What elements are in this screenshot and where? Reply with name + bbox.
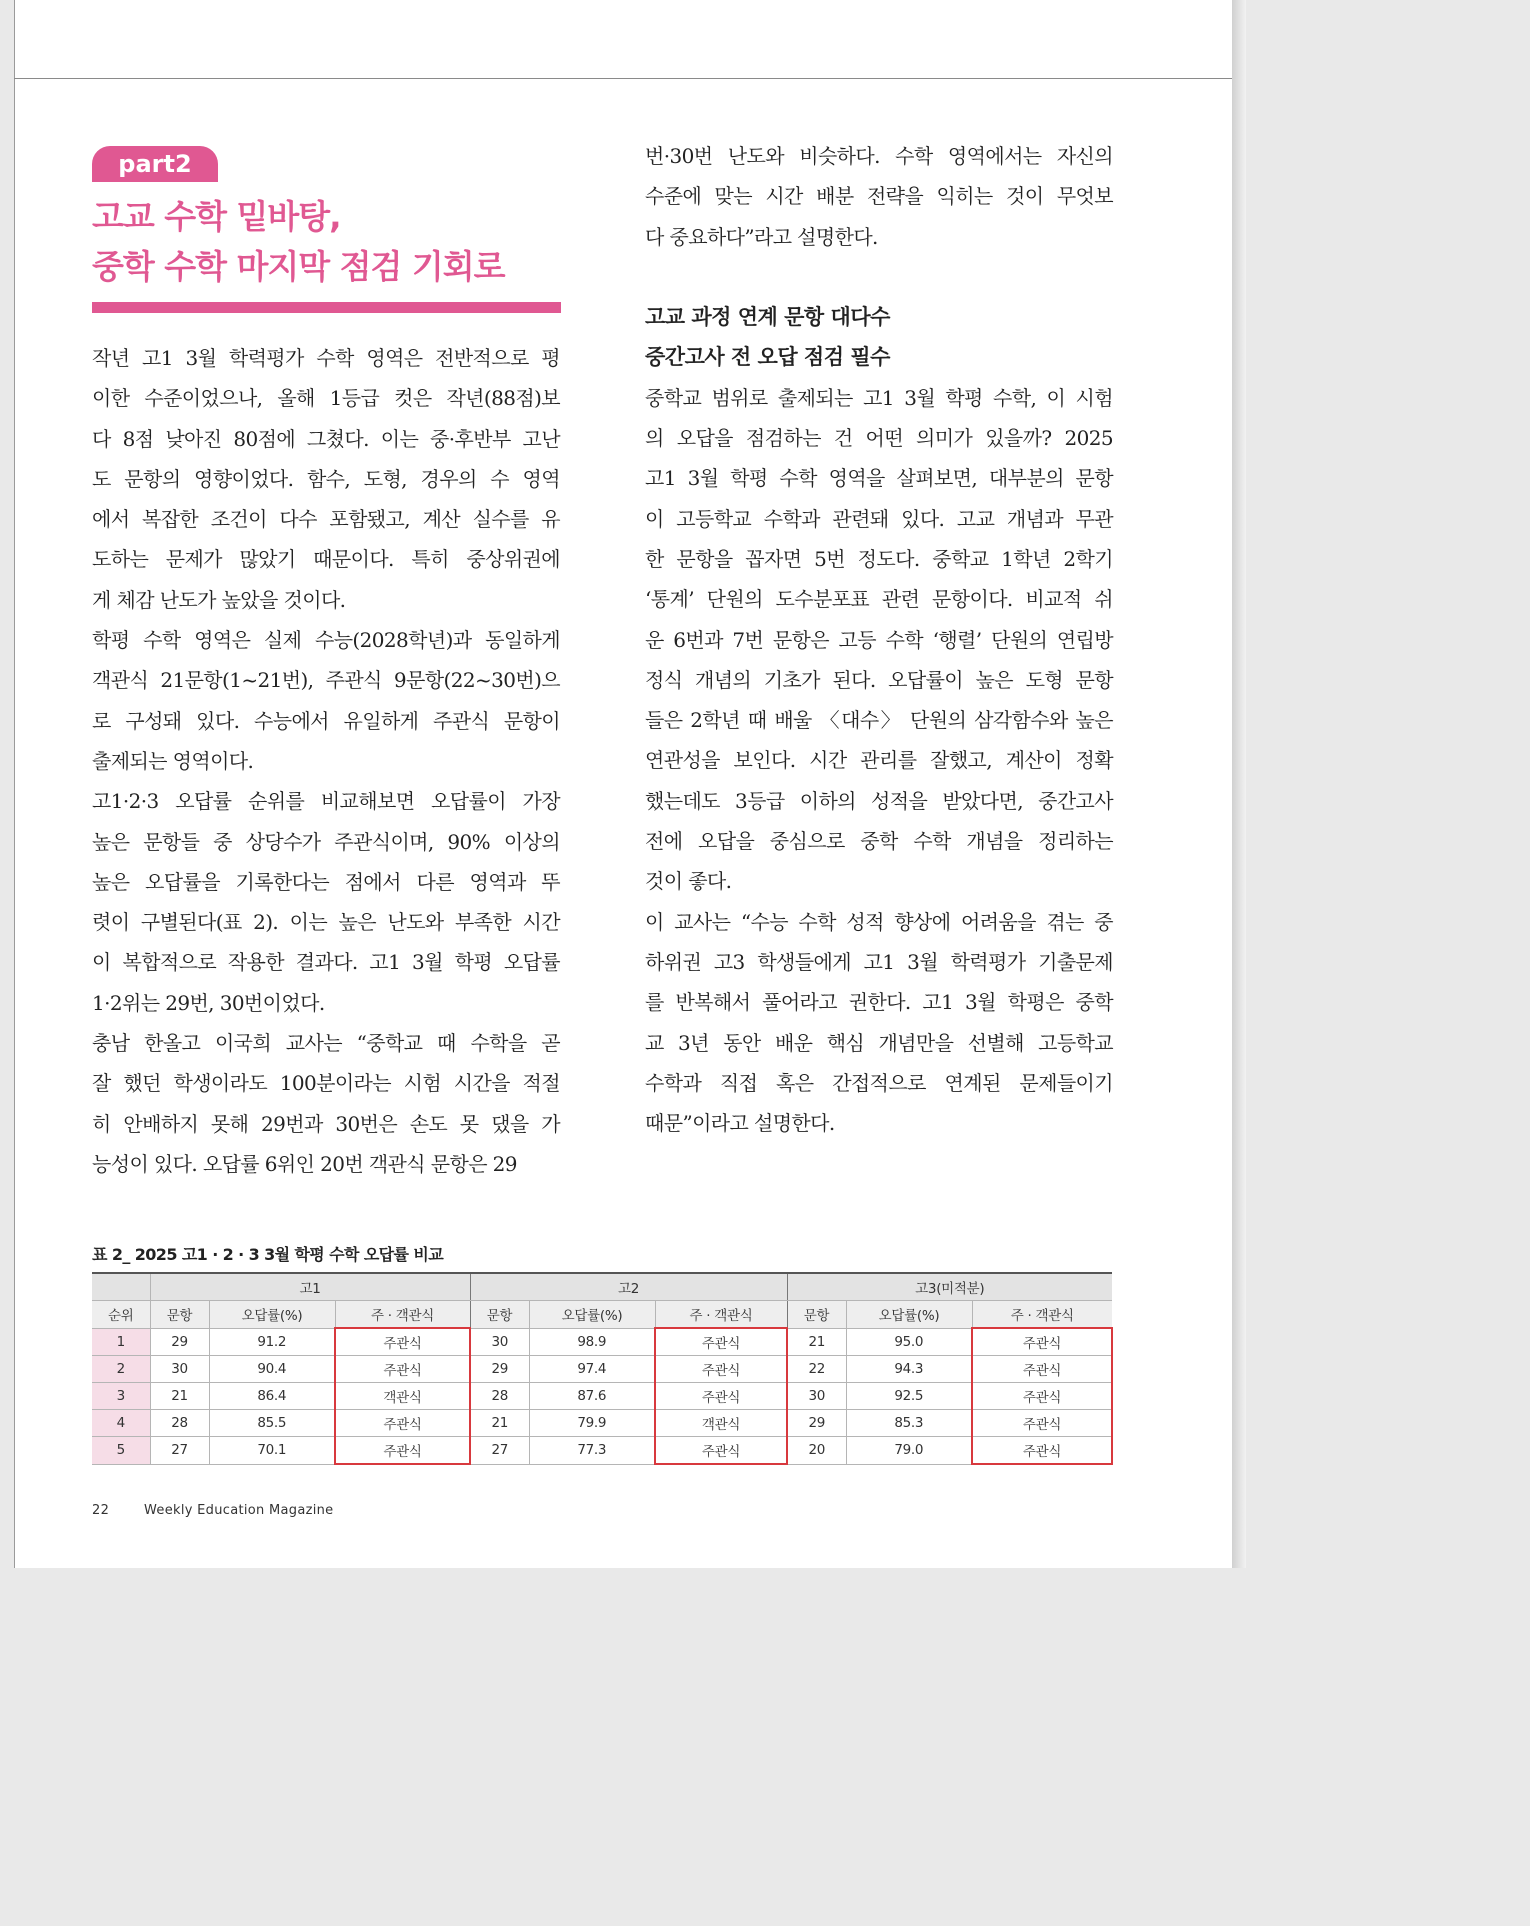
wrong-rate-cell: 97.4: [529, 1356, 655, 1383]
text-line: 운 6번과 7번 문항은 고등 수학 ‘행렬’ 단원의 연립방: [645, 627, 1113, 652]
text-line: 출제되는 영역이다.: [92, 748, 254, 773]
text-line: 로 구성돼 있다. 수능에서 유일하게 주관식 문항이: [92, 708, 560, 733]
table-row: [92, 1410, 1112, 1437]
headline-underline: [92, 302, 561, 313]
question-number-cell: 20: [787, 1437, 846, 1465]
question-number-cell: 30: [787, 1383, 846, 1410]
text-line: 의 오답을 점검하는 건 어떤 의미가 있을까? 2025: [645, 426, 1113, 451]
rank-cell: 4: [92, 1410, 150, 1437]
text-line: 를 반복해서 풀어라고 권한다. 고1 3월 학평은 중학: [645, 990, 1113, 1015]
column-header: 주 · 객관식: [972, 1301, 1112, 1329]
text-line: 에서 복잡한 조건이 다수 포함됐고, 계산 실수를 유: [92, 507, 560, 532]
question-number-cell: 22: [787, 1356, 846, 1383]
text-line: 번·30번 난도와 비슷하다. 수학 영역에서는 자신의: [645, 144, 1113, 168]
question-number-cell: 21: [787, 1328, 846, 1356]
text-line: 높은 오답률을 기록한다는 점에서 다른 영역과 뚜: [92, 869, 560, 894]
table-row: [92, 1328, 1112, 1356]
question-number-cell: 28: [150, 1410, 209, 1437]
table-row: [92, 1383, 1112, 1410]
text-line: 중학교 범위로 출제되는 고1 3월 학평 수학, 이 시험: [645, 385, 1113, 410]
text-line: 객관식 21문항(1~21번), 주관식 9문항(22~30번)으: [92, 668, 560, 693]
column-header: 문항: [470, 1301, 529, 1329]
question-type-cell: 주관식: [335, 1356, 470, 1383]
text-line: 때문”이라고 설명한다.: [645, 1111, 835, 1136]
rank-cell: 2: [92, 1356, 150, 1383]
rank-cell: 5: [92, 1437, 150, 1465]
text-line: 이 복합적으로 작용한 결과다. 고1 3월 학평 오답률: [92, 950, 560, 975]
text-line: 다 중요하다”라고 설명한다.: [645, 224, 878, 249]
question-type-cell: 주관식: [655, 1437, 787, 1465]
text-line: 1·2위는 29번, 30번이었다.: [92, 990, 325, 1015]
wrong-rate-cell: 91.2: [209, 1328, 335, 1356]
question-number-cell: 29: [470, 1356, 529, 1383]
question-type-cell: 주관식: [972, 1410, 1112, 1437]
question-number-cell: 28: [470, 1383, 529, 1410]
part-badge: part2: [92, 146, 218, 182]
page-edge: [1232, 0, 1246, 1568]
text-line: ‘통계’ 단원의 도수분포표 관련 문항이다. 비교적 쉬: [645, 587, 1113, 612]
page-number: 22: [92, 1503, 110, 1518]
column-header: 오답률(%): [209, 1301, 335, 1329]
wrong-rate-cell: 85.5: [209, 1410, 335, 1437]
table-row: [92, 1437, 1112, 1465]
left-text-column: [92, 338, 560, 1184]
column-header: 문항: [150, 1301, 209, 1329]
question-type-cell: 주관식: [655, 1356, 787, 1383]
table-caption: 표 2_ 2025 고1 · 2 · 3 3월 학평 수학 오답률 비교: [92, 1245, 444, 1264]
wrong-rate-cell: 92.5: [846, 1383, 972, 1410]
text-line: 히 안배하지 못해 29번과 30번은 손도 못 댔을 가: [92, 1111, 560, 1136]
question-number-cell: 27: [470, 1437, 529, 1465]
section-subheading: 고교 과정 연계 문항 대다수: [645, 305, 890, 330]
text-line: 들은 2학년 때 배울 〈대수〉 단원의 삼각함수와 높은: [645, 708, 1113, 733]
wrong-rate-cell: 77.3: [529, 1437, 655, 1465]
wrong-rate-cell: 86.4: [209, 1383, 335, 1410]
wrong-rate-cell: 95.0: [846, 1328, 972, 1356]
group-header: 고3(미적분): [787, 1273, 1112, 1301]
question-type-cell: 객관식: [655, 1410, 787, 1437]
headline-line: 중학 수학 마지막 점검 기회로: [92, 247, 505, 286]
group-header: 고2: [470, 1273, 787, 1301]
text-line: 게 체감 난도가 높았을 것이다.: [92, 587, 346, 612]
text-line: 작년 고1 3월 학력평가 수학 영역은 전반적으로 평: [92, 346, 560, 370]
page-footer: [92, 1503, 333, 1518]
headline-line: 고교 수학 밑바탕,: [92, 197, 341, 236]
column-header: 오답률(%): [529, 1301, 655, 1329]
article-headline: [92, 192, 572, 292]
question-type-cell: 주관식: [335, 1437, 470, 1465]
text-line: 것이 좋다.: [645, 869, 732, 894]
question-number-cell: 21: [150, 1383, 209, 1410]
wrong-rate-cell: 94.3: [846, 1356, 972, 1383]
wrong-rate-cell: 70.1: [209, 1437, 335, 1465]
section-subheading: 중간고사 전 오답 점검 필수: [645, 345, 890, 370]
wrong-rate-cell: 79.9: [529, 1410, 655, 1437]
empty-header-cell: [92, 1273, 150, 1301]
text-line: 충남 한올고 이국희 교사는 “중학교 때 수학을 곧: [92, 1031, 560, 1056]
table-row: [92, 1356, 1112, 1383]
question-type-cell: 주관식: [335, 1328, 470, 1356]
question-number-cell: 29: [150, 1328, 209, 1356]
question-number-cell: 30: [470, 1328, 529, 1356]
text-line: 하위권 고3 학생들에게 고1 3월 학력평가 기출문제: [645, 949, 1113, 974]
text-line: 이 교사는 “수능 수학 성적 향상에 어려움을 겪는 중: [645, 909, 1113, 934]
question-type-cell: 주관식: [972, 1328, 1112, 1356]
wrong-rate-cell: 87.6: [529, 1383, 655, 1410]
question-type-cell: 주관식: [335, 1410, 470, 1437]
text-line: 학평 수학 영역은 실제 수능(2028학년)과 동일하게: [92, 628, 560, 653]
column-header: 문항: [787, 1301, 846, 1329]
question-number-cell: 29: [787, 1410, 846, 1437]
wrong-rate-cell: 85.3: [846, 1410, 972, 1437]
text-line: 전에 오답을 중심으로 중학 수학 개념을 정리하는: [645, 829, 1113, 854]
wrong-rate-cell: 98.9: [529, 1328, 655, 1356]
text-line: 도하는 문제가 많았기 때문이다. 특히 중상위권에: [92, 547, 560, 572]
question-number-cell: 21: [470, 1410, 529, 1437]
text-line: 연관성을 보인다. 시간 관리를 잘했고, 계산이 정확: [645, 748, 1113, 773]
magazine-name: Weekly Education Magazine: [144, 1503, 334, 1518]
text-line: 이 고등학교 수학과 관련돼 있다. 고교 개념과 무관: [645, 506, 1113, 531]
rank-header: 순위: [92, 1301, 150, 1329]
text-line: 렷이 구별된다(표 2). 이는 높은 난도와 부족한 시간: [92, 910, 560, 935]
column-header: 주 · 객관식: [335, 1301, 470, 1329]
question-number-cell: 30: [150, 1356, 209, 1383]
rank-cell: 1: [92, 1328, 150, 1356]
text-line: 높은 문항들 중 상당수가 주관식이며, 90% 이상의: [92, 829, 560, 854]
text-line: 능성이 있다. 오답률 6위인 20번 객관식 문항은 29: [92, 1151, 517, 1176]
text-line: 다 8점 낮아진 80점에 그쳤다. 이는 중·후반부 고난: [92, 426, 560, 451]
question-type-cell: 주관식: [655, 1383, 787, 1410]
right-text-column: [645, 136, 1113, 1143]
question-type-cell: 주관식: [972, 1356, 1112, 1383]
text-line: 고1 3월 학평 수학 영역을 살펴보면, 대부분의 문항: [645, 466, 1113, 491]
group-header: 고1: [150, 1273, 470, 1301]
text-line: 한 문항을 꼽자면 5번 정도다. 중학교 1학년 2학기: [645, 546, 1113, 571]
text-line: 고1·2·3 오답률 순위를 비교해보면 오답률이 가장: [92, 789, 560, 814]
text-line: 했는데도 3등급 이하의 성적을 받았다면, 중간고사: [645, 788, 1113, 813]
wrong-rate-cell: 79.0: [846, 1437, 972, 1465]
question-type-cell: 주관식: [972, 1437, 1112, 1465]
rank-cell: 3: [92, 1383, 150, 1410]
question-type-cell: 주관식: [972, 1383, 1112, 1410]
text-line: 잘 했던 학생이라도 100분이라는 시험 시간을 적절: [92, 1071, 560, 1096]
text-line: 수학과 직접 혹은 간접적으로 연계된 문제들이기: [645, 1070, 1113, 1095]
wrong-rate-cell: 90.4: [209, 1356, 335, 1383]
question-type-cell: 주관식: [655, 1328, 787, 1356]
header-rule: [14, 78, 1232, 79]
column-header: 주 · 객관식: [655, 1301, 787, 1329]
text-line: 수준에 맞는 시간 배분 전략을 익히는 것이 무엇보: [645, 184, 1113, 209]
text-line: 교 3년 동안 배운 핵심 개념만을 선별해 고등학교: [645, 1030, 1113, 1055]
column-header: 오답률(%): [846, 1301, 972, 1329]
text-line: 이한 수준이었으나, 올해 1등급 컷은 작년(88점)보: [92, 386, 560, 411]
wrong-answer-rate-table: [92, 1272, 1113, 1465]
question-type-cell: 객관식: [335, 1383, 470, 1410]
text-line: 도 문항의 영향이었다. 함수, 도형, 경우의 수 영역: [92, 466, 560, 491]
question-number-cell: 27: [150, 1437, 209, 1465]
text-line: 정식 개념의 기초가 된다. 오답률이 높은 도형 문항: [645, 667, 1113, 692]
